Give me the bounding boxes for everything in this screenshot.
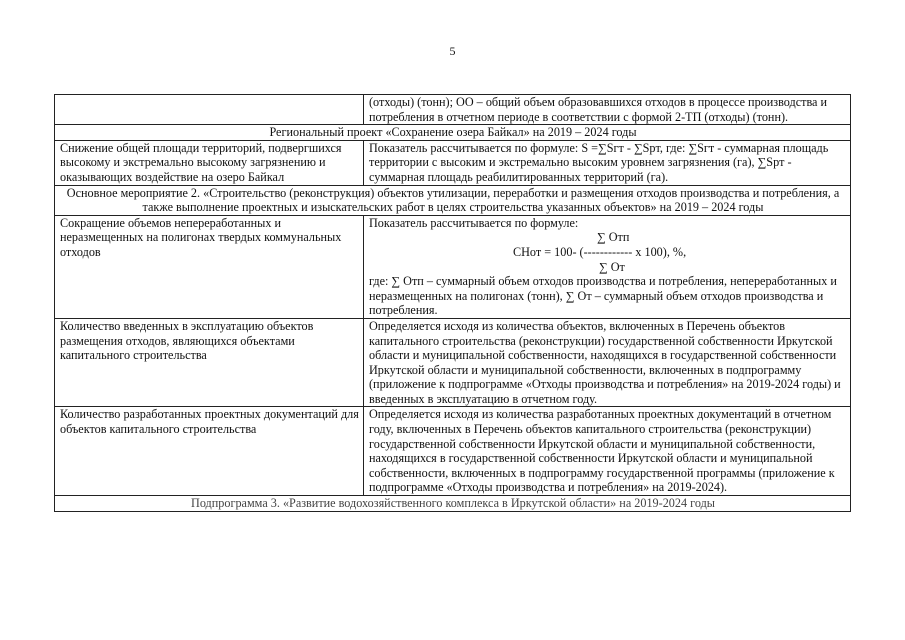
section-title-subprogram-3: Подпрограмма 3. «Развитие водохозяйственного комплекса в Иркутской области» на 2019-2024 годы bbox=[55, 496, 851, 512]
formula-main: СНот = 100- (------------ х 100), %, bbox=[513, 244, 687, 259]
section-header-row bbox=[55, 125, 851, 141]
table-row bbox=[55, 318, 851, 407]
formula-denominator: ∑ От bbox=[599, 259, 625, 274]
cell-indicator: Количество введенных в эксплуатацию объектов размещения отходов, являющихся объектами капитального строительства bbox=[55, 318, 364, 407]
cell-indicator: Сокращение объемов непереработанных и неразмещенных на полигонах твердых коммунальных отходов bbox=[55, 215, 364, 318]
table-row bbox=[55, 95, 851, 125]
section-title-baikal: Региональный проект «Сохранение озера Байкал» на 2019 – 2024 годы bbox=[55, 125, 851, 141]
formula-numerator: ∑ Отп bbox=[597, 230, 630, 245]
formula-explanation: где: ∑ Отп – суммарный объем отходов производства и потребления, непереработанных и неразмещенных на полигонах (тонн), ∑ От – суммарный объем отходов производства и потребления. bbox=[369, 274, 837, 318]
formula-intro: Показатель рассчитывается по формуле: bbox=[369, 215, 579, 230]
cell-indicator bbox=[55, 95, 364, 125]
cell-method: Показатель рассчитывается по формуле: S =∑Sгт - ∑Spт, где: ∑Sгт - суммарная площадь территории с высоким и экстремально высоким уровнем загрязнения (га), ∑Spт - суммарная площадь реабилитированных территорий (га). bbox=[364, 140, 851, 185]
cell-method: Определяется исходя из количества разработанных проектных документаций в отчетном году, включенных в Перечень объектов капитального строительства (реконструкции) государственной собственности Иркутской области и муниципальной собственности, находящихся в государственной собственности Иркутской области и муниципальной собственности, включенных в подпрограмму государственной программы (приложение к подпрограмме «Отходы производства и потребления» на 2019-2024). bbox=[364, 407, 851, 496]
table-row bbox=[55, 140, 851, 185]
cell-indicator: Снижение общей площади территорий, подвергшихся высокому и экстремально высокому загрязнению и оказывающих воздействие на озеро Байкал bbox=[55, 140, 364, 185]
cell-method-formula bbox=[364, 215, 851, 318]
cell-method: Определяется исходя из количества объектов, включенных в Перечень объектов капитального строительства (реконструкции) государственной собственности Иркутской области и муниципальной собственности, находящихся в государственной собственности Иркутской области и муниципальной собственности, включенных в подпрограмму (приложение к подпрограмме «Отходы производства и потребления» на 2019-2024 годы) и введенных в эксплуатацию в отчетном году. bbox=[364, 318, 851, 407]
section-title-event-2: Основное мероприятие 2. «Строительство (реконструкция) объектов утилизации, переработки и размещения отходов производства и потребления, а также выполнение проектных и изыскательских работ в целях строительства указанных объектов» на 2019 – 2024 годы bbox=[55, 185, 851, 215]
indicator-table bbox=[54, 94, 851, 512]
table-row bbox=[55, 215, 851, 318]
cell-indicator: Количество разработанных проектных документаций для объектов капитального строительства bbox=[55, 407, 364, 496]
cell-method: (отходы) (тонн); ОО – общий объем образовавшихся отходов в процессе производства и потребления в отчетном периоде в соответствии с формой 2-ТП (отходы) (тонн). bbox=[364, 95, 851, 125]
table-row bbox=[55, 407, 851, 496]
section-header-row bbox=[55, 496, 851, 512]
section-header-row bbox=[55, 185, 851, 215]
page-number: 5 bbox=[449, 44, 456, 58]
